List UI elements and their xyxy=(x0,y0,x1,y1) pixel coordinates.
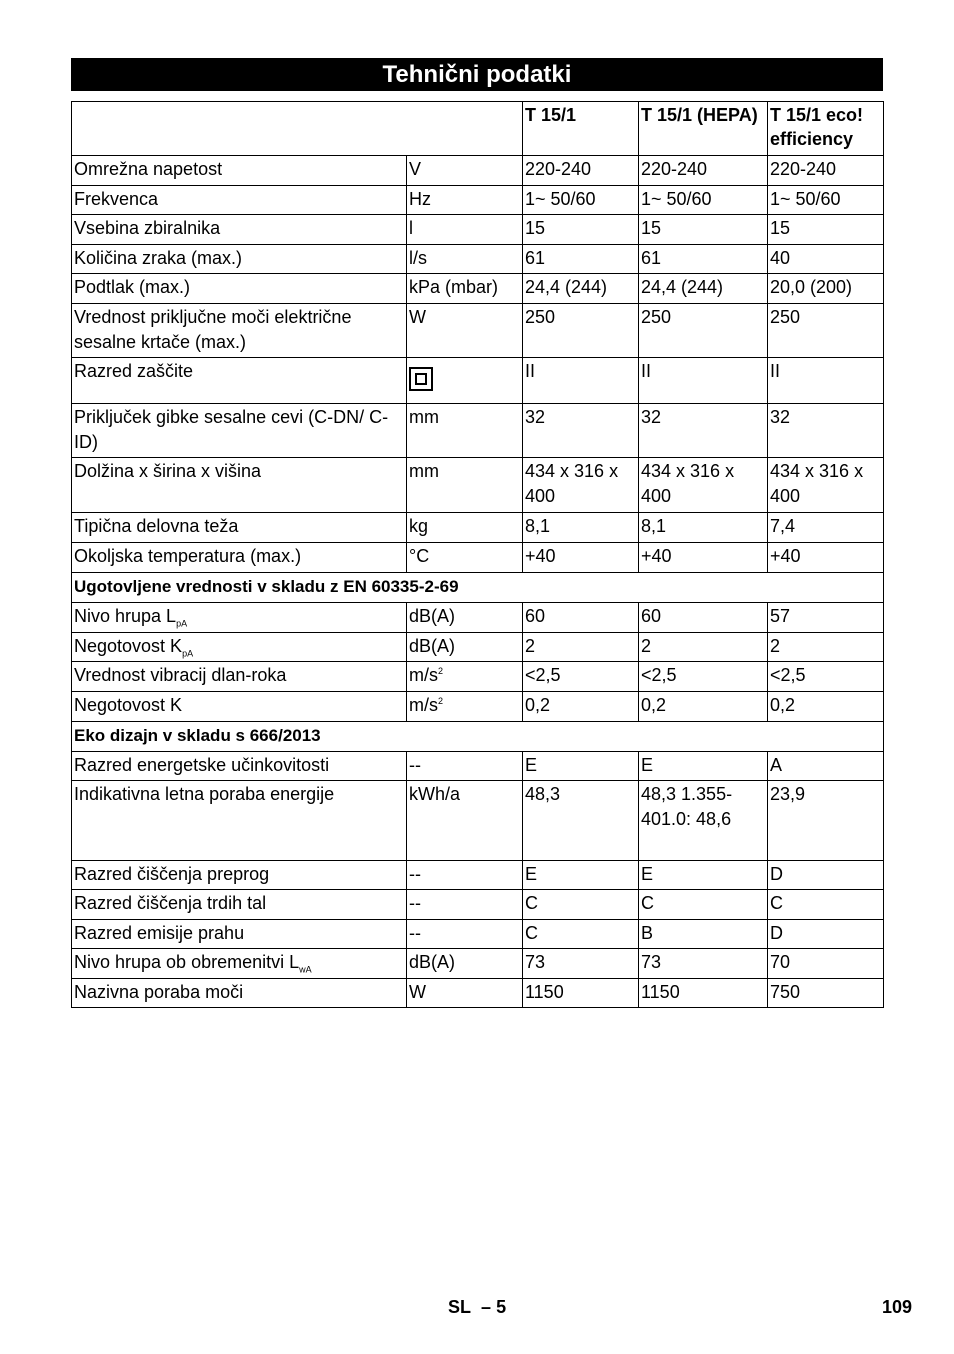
value-cell: 0,2 xyxy=(768,692,884,722)
table-row xyxy=(72,890,884,920)
value-cell: 2 xyxy=(768,633,884,662)
label-subscript: wA xyxy=(299,964,312,975)
value-cell: 220-240 xyxy=(768,156,884,186)
unit-superscript: 2 xyxy=(438,666,444,676)
row-label-text: Dolžina x širina x višina xyxy=(74,461,262,481)
row-label-text: Razred emisije prahu xyxy=(74,923,245,943)
footer-section-label: SL – 5 xyxy=(448,1297,507,1317)
value-cell: +40 xyxy=(523,543,639,573)
row-label-text: Razred čiščenja trdih tal xyxy=(74,893,267,913)
row-label-text: Frekvenca xyxy=(74,189,159,209)
unit-text: °C xyxy=(409,546,430,566)
unit-superscript: 2 xyxy=(438,696,444,706)
row-label-text: Okoljska temperatura (max.) xyxy=(74,546,302,566)
row-unit xyxy=(407,781,523,861)
value-cell: 250 xyxy=(639,304,768,358)
unit-text: l xyxy=(409,218,413,238)
row-label xyxy=(72,274,407,304)
row-label xyxy=(72,245,407,274)
row-label-text: Omrežna napetost xyxy=(74,159,223,179)
value-cell: D xyxy=(768,920,884,949)
value-cell: 61 xyxy=(523,245,639,274)
row-label xyxy=(72,949,407,979)
row-label xyxy=(72,304,407,358)
table-row xyxy=(72,662,884,692)
row-unit xyxy=(407,215,523,245)
column-header: T 15/1 eco! efficiency xyxy=(768,102,884,156)
row-label xyxy=(72,215,407,245)
table-row xyxy=(72,949,884,979)
row-label-text: Vrednost priključne moči električne sesalne krtače (max.) xyxy=(74,307,352,352)
value-cell: A xyxy=(768,752,884,781)
header-empty-cell xyxy=(72,102,523,156)
row-unit xyxy=(407,245,523,274)
row-unit xyxy=(407,949,523,979)
table-row xyxy=(72,513,884,543)
value-cell: 15 xyxy=(768,215,884,245)
value-cell: 8,1 xyxy=(639,513,768,543)
value-cell: 32 xyxy=(768,404,884,458)
unit-text: -- xyxy=(409,864,421,884)
value-cell: 1~ 50/60 xyxy=(523,186,639,215)
row-label-text: Nazivna poraba moči xyxy=(74,982,244,1002)
value-cell: 1150 xyxy=(523,979,639,1008)
row-unit xyxy=(407,752,523,781)
value-cell: 57 xyxy=(768,603,884,633)
section-row xyxy=(72,573,884,603)
row-unit xyxy=(407,543,523,573)
value-cell: E xyxy=(639,752,768,781)
value-cell: D xyxy=(768,861,884,890)
unit-text: V xyxy=(409,159,422,179)
table-row xyxy=(72,404,884,458)
row-label-text: Razred zaščite xyxy=(74,361,194,381)
table-row xyxy=(72,304,884,358)
unit-text: kWh/a xyxy=(409,784,461,804)
value-cell: 1~ 50/60 xyxy=(768,186,884,215)
value-cell: +40 xyxy=(768,543,884,573)
value-cell: 250 xyxy=(768,304,884,358)
unit-text: -- xyxy=(409,923,421,943)
value-cell: 48,3 1.355-401.0: 48,6 xyxy=(639,781,768,861)
table-header-row xyxy=(72,102,884,156)
unit-text: W xyxy=(409,982,426,1002)
table-row xyxy=(72,245,884,274)
label-subscript: pA xyxy=(182,648,194,659)
table-row xyxy=(72,979,884,1008)
row-unit xyxy=(407,458,523,513)
unit-text: dB(A) xyxy=(409,606,456,626)
value-cell: 434 x 316 x 400 xyxy=(639,458,768,513)
row-unit xyxy=(407,890,523,920)
value-cell: 60 xyxy=(639,603,768,633)
value-cell: 20,0 (200) xyxy=(768,274,884,304)
row-unit xyxy=(407,186,523,215)
value-cell: 40 xyxy=(768,245,884,274)
row-unit xyxy=(407,513,523,543)
value-cell: 1~ 50/60 xyxy=(639,186,768,215)
value-cell: 32 xyxy=(639,404,768,458)
value-cell: <2,5 xyxy=(639,662,768,692)
row-label xyxy=(72,920,407,949)
row-label-text: Nivo hrupa L xyxy=(74,606,177,626)
row-label-text: Indikativna letna poraba energije xyxy=(74,784,335,804)
unit-text: m/s xyxy=(409,695,438,715)
value-cell: C xyxy=(639,890,768,920)
value-cell: 750 xyxy=(768,979,884,1008)
value-cell: 7,4 xyxy=(768,513,884,543)
value-cell: 220-240 xyxy=(523,156,639,186)
row-label xyxy=(72,781,407,861)
table-row xyxy=(72,692,884,722)
unit-text: -- xyxy=(409,893,421,913)
value-cell: II xyxy=(768,358,884,404)
value-cell: 434 x 316 x 400 xyxy=(768,458,884,513)
row-label xyxy=(72,633,407,662)
value-cell: C xyxy=(523,920,639,949)
row-unit xyxy=(407,692,523,722)
value-cell: 0,2 xyxy=(523,692,639,722)
row-label xyxy=(72,861,407,890)
row-label-text: Podtlak (max.) xyxy=(74,277,191,297)
value-cell: 220-240 xyxy=(639,156,768,186)
value-cell: 0,2 xyxy=(639,692,768,722)
table-row xyxy=(72,215,884,245)
value-cell: 434 x 316 x 400 xyxy=(523,458,639,513)
row-unit xyxy=(407,304,523,358)
row-label-text: Količina zraka (max.) xyxy=(74,248,243,268)
row-label xyxy=(72,979,407,1008)
row-unit xyxy=(407,274,523,304)
value-cell: E xyxy=(523,861,639,890)
unit-text: l/s xyxy=(409,248,427,268)
row-label-text: Razred energetske učinkovitosti xyxy=(74,755,330,775)
row-unit xyxy=(407,920,523,949)
value-cell: B xyxy=(639,920,768,949)
row-label-text: Negotovost K xyxy=(74,695,183,715)
label-subscript: pA xyxy=(176,618,188,629)
value-cell: 15 xyxy=(523,215,639,245)
protection-class-ii-icon xyxy=(409,367,433,391)
table-row xyxy=(72,358,884,404)
value-cell: <2,5 xyxy=(768,662,884,692)
table-row xyxy=(72,186,884,215)
value-cell: 2 xyxy=(639,633,768,662)
row-label xyxy=(72,692,407,722)
row-label-text: Vrednost vibracij dlan-roka xyxy=(74,665,287,685)
table-row xyxy=(72,633,884,662)
value-cell: 48,3 xyxy=(523,781,639,861)
value-cell: 73 xyxy=(639,949,768,979)
row-label xyxy=(72,662,407,692)
row-label-text: Vsebina zbiralnika xyxy=(74,218,221,238)
value-cell: II xyxy=(523,358,639,404)
table-row xyxy=(72,781,884,861)
value-cell: +40 xyxy=(639,543,768,573)
row-unit xyxy=(407,156,523,186)
row-label xyxy=(72,156,407,186)
row-label-text: Tipična delovna teža xyxy=(74,516,239,536)
row-unit xyxy=(407,603,523,633)
value-cell: 250 xyxy=(523,304,639,358)
value-cell: 32 xyxy=(523,404,639,458)
value-cell: E xyxy=(523,752,639,781)
value-cell: 70 xyxy=(768,949,884,979)
value-cell: C xyxy=(523,890,639,920)
row-unit xyxy=(407,404,523,458)
value-cell: 61 xyxy=(639,245,768,274)
unit-text: mm xyxy=(409,461,439,481)
value-cell: 1150 xyxy=(639,979,768,1008)
unit-text: mm xyxy=(409,407,439,427)
row-label-text: Negotovost K xyxy=(74,636,183,656)
row-label xyxy=(72,358,407,404)
section-row xyxy=(72,722,884,752)
unit-text: Hz xyxy=(409,189,431,209)
row-unit xyxy=(407,979,523,1008)
table-row xyxy=(72,156,884,186)
row-label-text: Nivo hrupa ob obremenitvi L xyxy=(74,952,300,972)
unit-text: dB(A) xyxy=(409,636,456,656)
row-unit xyxy=(407,861,523,890)
row-label xyxy=(72,404,407,458)
row-unit xyxy=(407,662,523,692)
unit-text: dB(A) xyxy=(409,952,456,972)
table-row xyxy=(72,274,884,304)
row-label-text: Razred čiščenja preprog xyxy=(74,864,270,884)
row-label xyxy=(72,513,407,543)
value-cell: 15 xyxy=(639,215,768,245)
row-label xyxy=(72,458,407,513)
row-unit xyxy=(407,633,523,662)
row-label xyxy=(72,603,407,633)
unit-text: -- xyxy=(409,755,421,775)
value-cell: II xyxy=(639,358,768,404)
section-title: Ugotovljene vrednosti v skladu z EN 60335-2-69 xyxy=(72,573,884,603)
value-cell: 23,9 xyxy=(768,781,884,861)
technical-data-table xyxy=(71,101,884,1008)
row-label-text: Priključek gibke sesalne cevi (C-DN/ C-ID) xyxy=(74,407,389,452)
row-label xyxy=(72,752,407,781)
value-cell: C xyxy=(768,890,884,920)
value-cell: 2 xyxy=(523,633,639,662)
value-cell: E xyxy=(639,861,768,890)
row-label xyxy=(72,890,407,920)
table-row xyxy=(72,603,884,633)
table-row xyxy=(72,920,884,949)
value-cell: <2,5 xyxy=(523,662,639,692)
column-header: T 15/1 xyxy=(523,102,639,156)
table-row xyxy=(72,752,884,781)
row-label xyxy=(72,543,407,573)
row-unit xyxy=(407,358,523,404)
unit-text: kPa (mbar) xyxy=(409,277,499,297)
value-cell: 24,4 (244) xyxy=(639,274,768,304)
unit-text: W xyxy=(409,307,426,327)
column-header: T 15/1 (HEPA) xyxy=(639,102,768,156)
row-label xyxy=(72,186,407,215)
unit-text: kg xyxy=(409,516,429,536)
table-row xyxy=(72,861,884,890)
value-cell: 60 xyxy=(523,603,639,633)
table-row xyxy=(72,543,884,573)
page-title: Tehnični podatki xyxy=(71,58,883,91)
table-row xyxy=(72,458,884,513)
page-number: 109 xyxy=(881,1297,912,1317)
value-cell: 24,4 (244) xyxy=(523,274,639,304)
value-cell: 73 xyxy=(523,949,639,979)
value-cell: 8,1 xyxy=(523,513,639,543)
unit-text: m/s xyxy=(409,665,438,685)
section-title: Eko dizajn v skladu s 666/2013 xyxy=(72,722,884,752)
